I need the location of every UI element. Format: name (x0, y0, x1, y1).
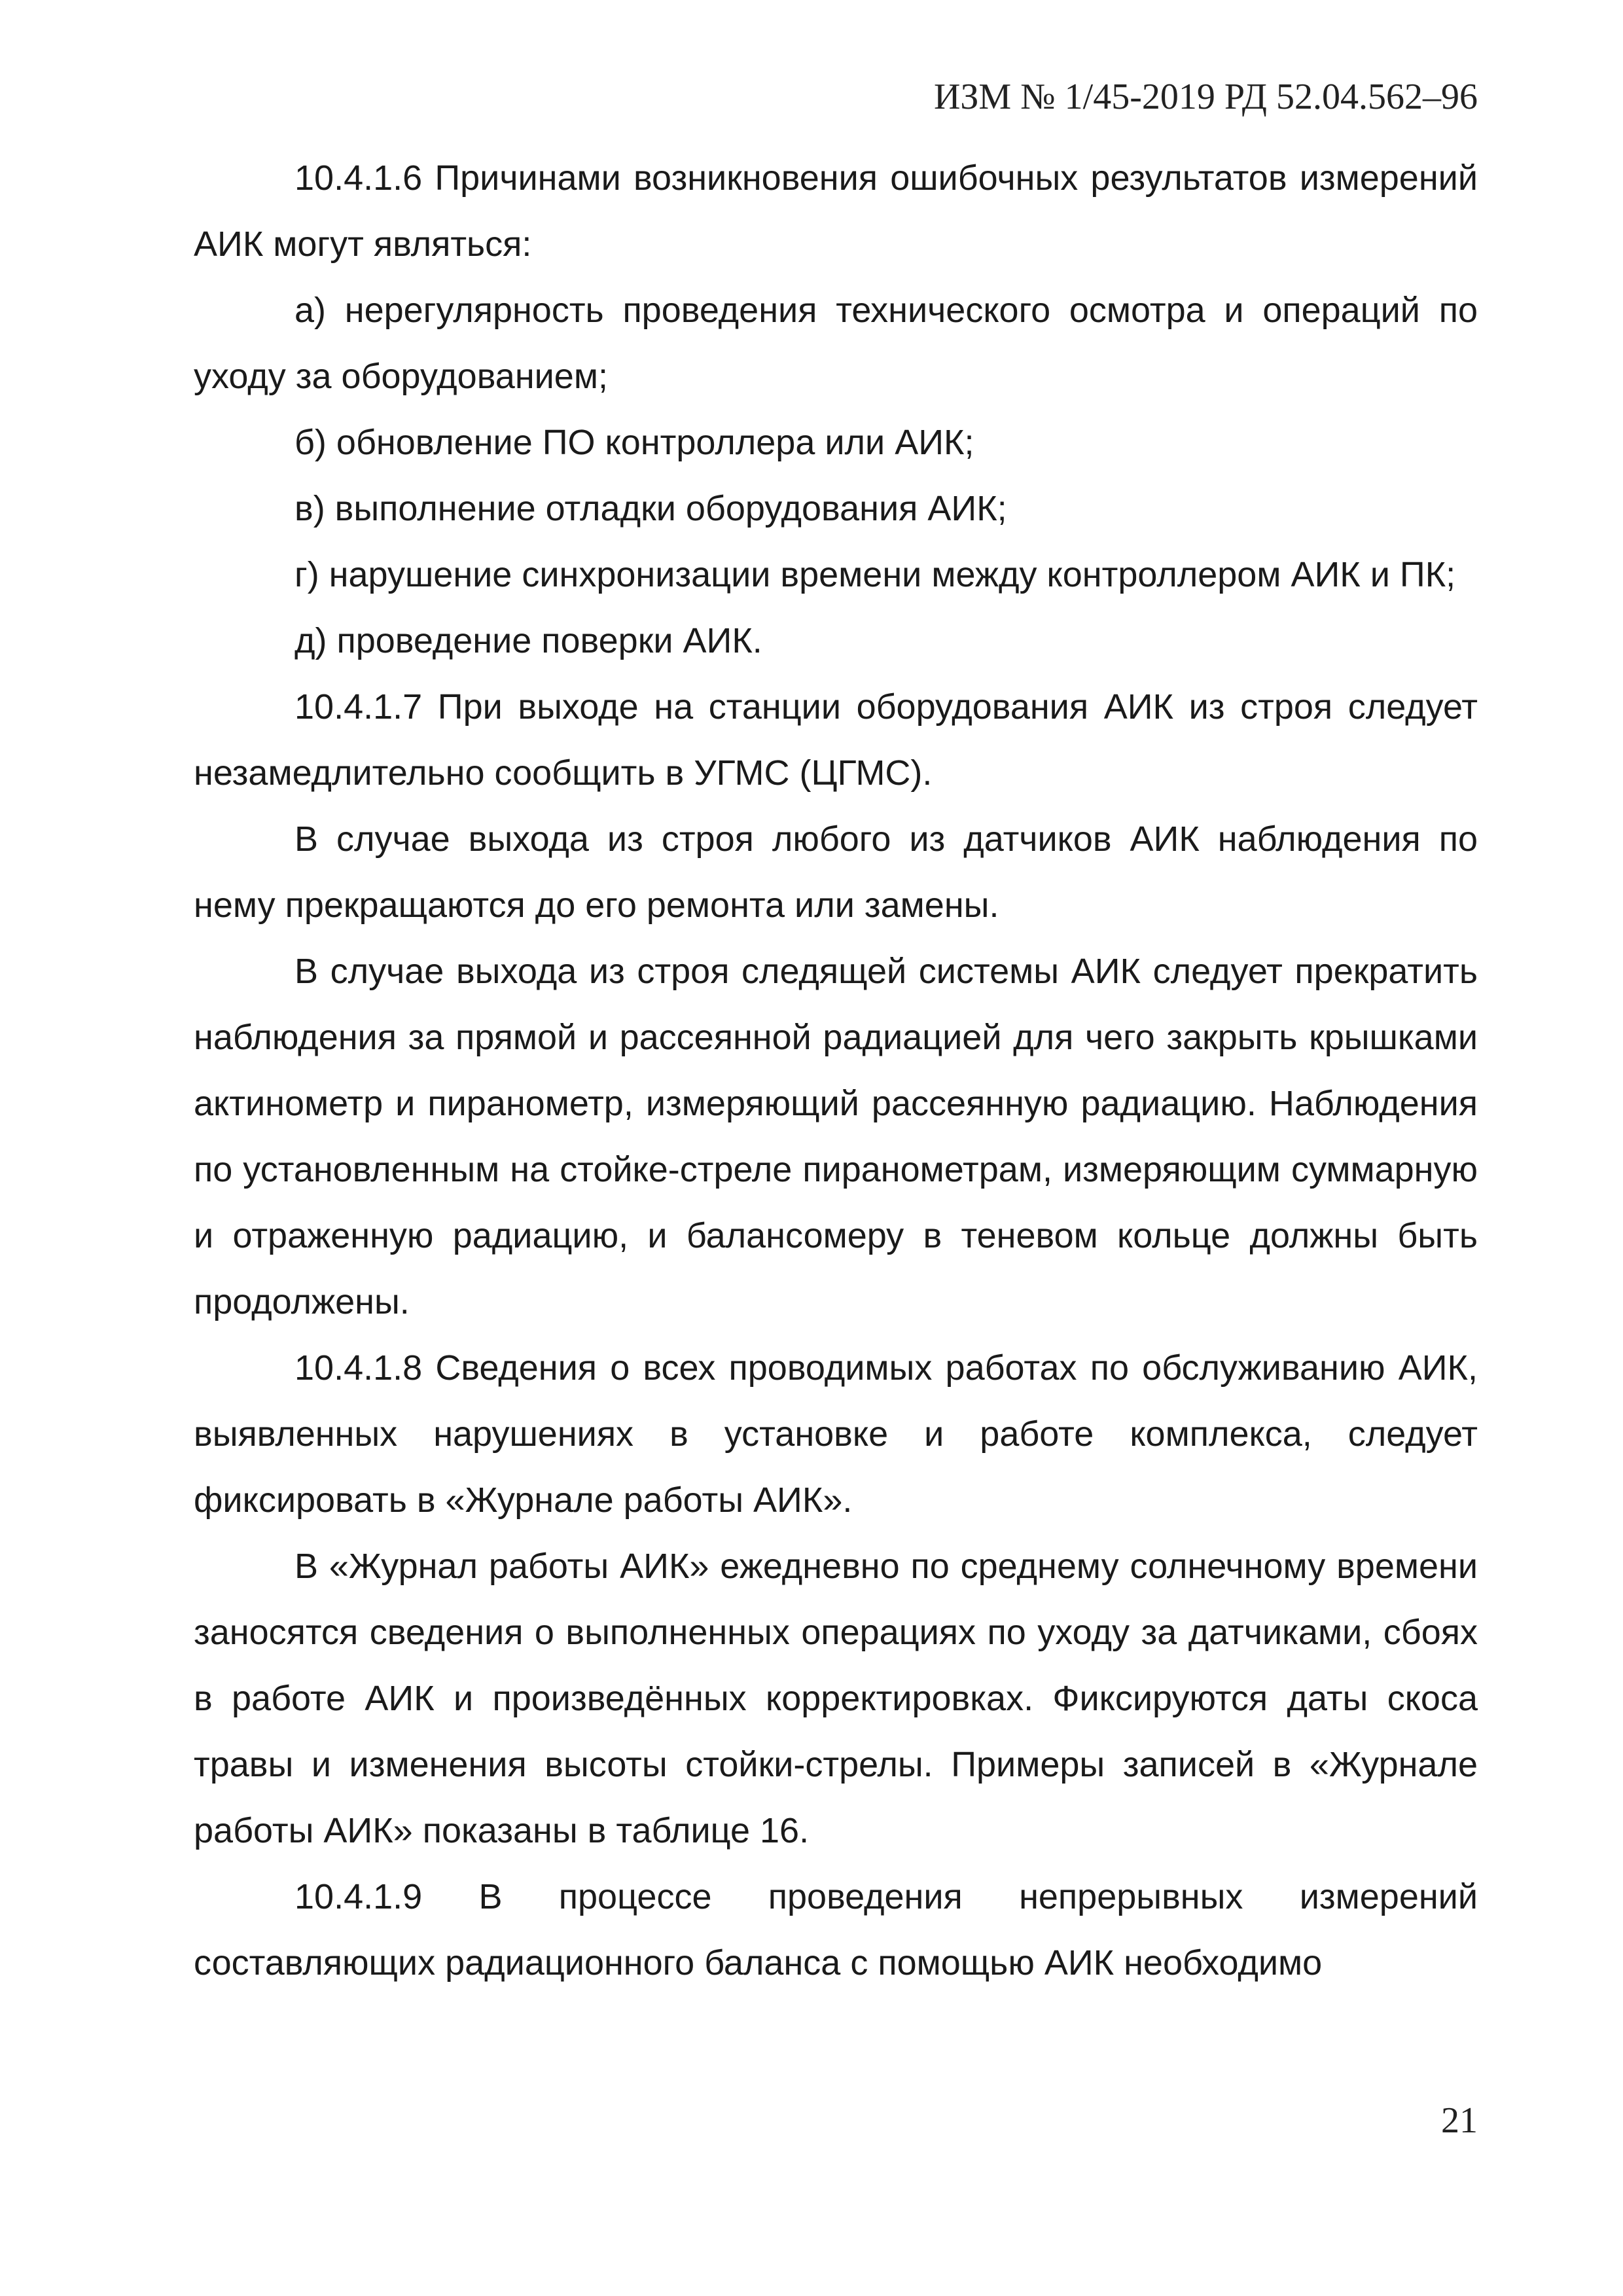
list-item-a: а) нерегулярность проведения технического осмотра и операций по уходу за оборудованием; (194, 291, 1478, 396)
paragraph-10-4-1-8: 10.4.1.8 Сведения о всех проводимых работах по обслуживанию АИК, выявленных нарушениях в установке и работе комплекса, следует фиксировать в «Журнале работы АИК». (194, 1348, 1478, 1520)
list-item-g: г) нарушение синхронизации времени между контроллером АИК и ПК; (294, 555, 1456, 594)
page-number: 21 (1441, 2100, 1478, 2141)
paragraph-sensor-failure: В случае выхода из строя любого из датчиков АИК наблюдения по нему прекращаются до его ремонта или замены. (194, 819, 1478, 925)
paragraph-10-4-1-7: 10.4.1.7 При выходе на станции оборудования АИК из строя следует незамедлительно сообщить в УГМС (ЦГМС). (194, 687, 1478, 793)
list-item-v: в) выполнение отладки оборудования АИК; (294, 489, 1007, 528)
list-item-d: д) проведение поверки АИК. (294, 621, 762, 660)
paragraph-10-4-1-9: 10.4.1.9 В процессе проведения непрерывных измерений составляющих радиационного баланса с помощью АИК необходимо (194, 1877, 1478, 1982)
paragraph-journal: В «Журнал работы АИК» ежедневно по среднему солнечному времени заносятся сведения о выполненных операциях по уходу за датчиками, сбоях в работе АИК и произведённых корректировках. Фиксируются даты скоса травы и изменения высоты стойки-стрелы. Примеры записей в «Журнале работы АИК» показаны в таблице 16. (194, 1547, 1478, 1850)
paragraph-10-4-1-6: 10.4.1.6 Причинами возникновения ошибочных результатов измерений АИК могут являться: (194, 158, 1478, 264)
document-body (194, 145, 1478, 1996)
list-item-b: б) обновление ПО контроллера или АИК; (294, 423, 974, 462)
paragraph-tracker-failure: В случае выхода из строя следящей системы АИК следует прекратить наблюдения за прямой и рассеянной радиацией для чего закрыть крышками актинометр и пиранометр, измеряющий рассеянную радиацию. Наблюдения по установленным на стойке-стреле пиранометрам, измеряющим суммарную и отраженную радиацию, и балансомеру в теневом кольце должны быть продолжены. (194, 952, 1478, 1321)
document-header: ИЗМ № 1/45-2019 РД 52.04.562–96 (933, 77, 1478, 117)
